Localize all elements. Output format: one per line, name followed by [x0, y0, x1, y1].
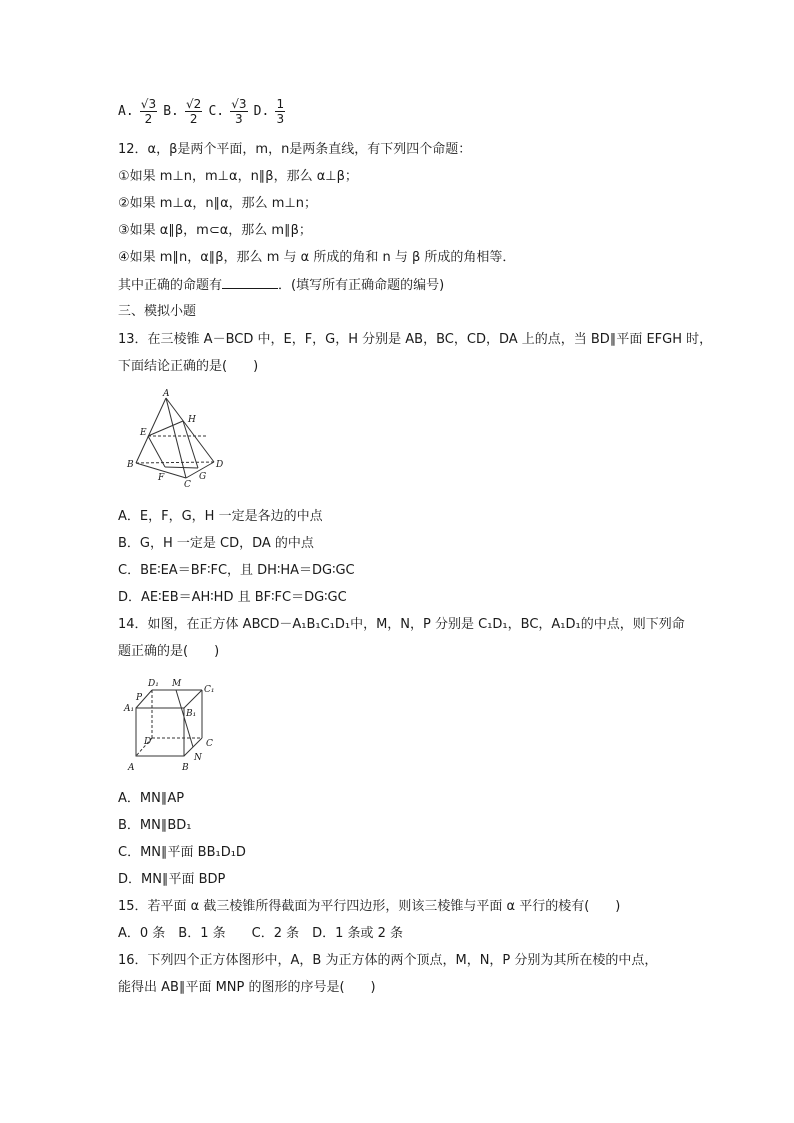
q14-option-a: A．MN∥AP	[118, 791, 185, 806]
vertex-label-a1: A₁	[124, 704, 135, 714]
vertex-label-b1: B₁	[186, 709, 197, 719]
q11-option-d-fraction	[275, 97, 285, 126]
point-label-p: P	[136, 693, 143, 703]
q11-option-a-fraction	[140, 97, 157, 126]
q13-option-d: D．AE∶EB＝AH∶HD 且 BF∶FC＝DG∶GC	[118, 590, 347, 605]
q15-stem: 15．若平面 α 截三棱锥所得截面为平行四边形，则该三棱锥与平面 α 平行的棱有( )	[118, 899, 621, 914]
fraction-denominator: 3	[276, 112, 285, 126]
fraction-numerator: √3	[231, 97, 247, 111]
q11-option-a-label: A.	[118, 104, 134, 119]
q15-options: A．0 条 B．1 条 C．2 条 D．1 条或 2 条	[118, 926, 404, 941]
q14-option-c: C．MN∥平面 BB₁D₁D	[118, 845, 246, 860]
fraction-numerator: √3	[140, 97, 157, 111]
q13-stem-line1: 13．在三棱锥 A－BCD 中，E，F，G，H 分别是 AB，BC，CD，DA 上的点，当 BD∥平面 EFGH 时，	[118, 332, 713, 347]
point-label-g: G	[199, 472, 207, 482]
q11-options	[118, 97, 287, 126]
q12-proposition-1: ①如果 m⊥n，m⊥α，n∥β，那么 α⊥β；	[118, 169, 358, 184]
q14-cube-figure	[118, 674, 228, 774]
q12-proposition-4: ④如果 m∥n，α∥β，那么 m 与 α 所成的角和 n 与 β 所成的角相等．	[118, 250, 516, 265]
vertex-label-d: D	[144, 737, 152, 747]
q14-stem-line2: 题正确的是( )	[118, 644, 220, 659]
q12-question-hint: ．(填写所有正确命题的编号)	[278, 278, 445, 293]
q16-stem-line1: 16．下列四个正方体图形中，A，B 为正方体的两个顶点，M，N，P 分别为其所在棱的中点，	[118, 953, 658, 968]
point-label-f: F	[158, 473, 165, 483]
q13-option-c: C．BE∶EA＝BF∶FC，且 DH∶HA＝DG∶GC	[118, 563, 355, 578]
q11-option-d-label: D.	[253, 104, 270, 119]
vertex-label-d1: D₁	[148, 679, 159, 689]
vertex-label-c: C	[184, 480, 191, 488]
fraction-denominator: 2	[189, 112, 198, 126]
q13-tetrahedron-figure	[118, 388, 228, 488]
q14-option-b: B．MN∥BD₁	[118, 818, 192, 833]
point-label-n: N	[194, 753, 202, 763]
fraction-denominator: 3	[235, 112, 243, 126]
q14-option-d: D．MN∥平面 BDP	[118, 872, 226, 887]
q13-option-a: A．E，F，G，H 一定是各边的中点	[118, 509, 323, 524]
q11-option-b-label: B.	[163, 104, 179, 119]
q12-stem: 12．α，β是两个平面，m，n是两条直线，有下列四个命题：	[118, 142, 472, 157]
q12-proposition-3: ③如果 α∥β，m⊂α，那么 m∥β；	[118, 223, 312, 238]
point-label-e: E	[140, 428, 147, 438]
fraction-denominator: 2	[144, 112, 153, 126]
point-label-m: M	[172, 679, 182, 689]
section-heading: 三、模拟小题	[118, 304, 197, 319]
q14-stem-line1: 14．如图，在正方体 ABCD－A₁B₁C₁D₁中，M，N，P 分别是 C₁D₁，BC，A₁D₁的中点，则下列命	[118, 617, 685, 632]
q12-question	[118, 276, 444, 295]
answer-blank	[222, 276, 278, 289]
q13-option-b: B．G，H 一定是 CD，DA 的中点	[118, 536, 314, 551]
vertex-label-b: B	[127, 460, 134, 470]
q11-option-b-fraction	[185, 97, 202, 126]
q13-stem-line2: 下面结论正确的是( )	[118, 359, 259, 374]
vertex-label-a: A	[128, 763, 135, 773]
vertex-label-d: D	[216, 460, 224, 470]
fraction-numerator: √2	[186, 97, 202, 111]
vertex-label-c: C	[206, 739, 213, 749]
q11-option-c-fraction	[230, 97, 247, 126]
q12-question-text: 其中正确的命题有	[118, 278, 223, 293]
vertex-label-b: B	[182, 763, 189, 773]
vertex-label-c1: C₁	[204, 685, 215, 695]
q12-proposition-2: ②如果 m⊥α，n∥α，那么 m⊥n；	[118, 196, 318, 211]
q11-option-c-label: C.	[208, 104, 225, 119]
vertex-label-a: A	[163, 389, 170, 399]
point-label-h: H	[188, 415, 196, 425]
q16-stem-line2: 能得出 AB∥平面 MNP 的图形的序号是( )	[118, 980, 376, 995]
fraction-numerator: 1	[276, 97, 285, 111]
